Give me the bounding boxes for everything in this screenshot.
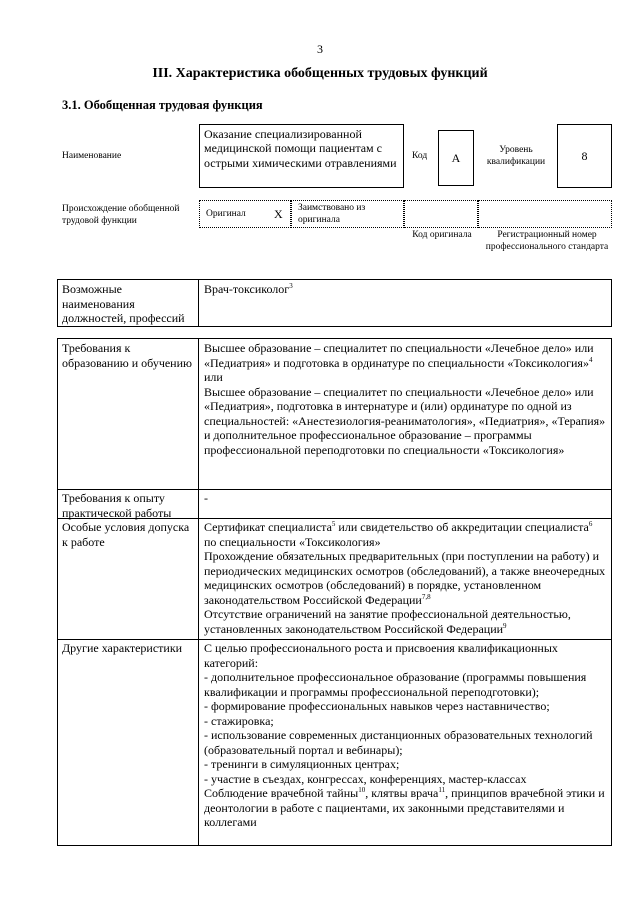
education-label: Требования к образованию и обучению xyxy=(62,341,192,370)
origin-label: Происхождение обобщенной трудовой функции xyxy=(62,204,180,226)
gtf-name-value: Оказание специализированной медицинской помощи пациентам с острыми химическими отравлениями xyxy=(199,124,404,188)
education-value: Высшее образование – специалитет по специальности «Лечебное дело» или «Педиатрия» и подготовка в ординатуре по специальности «Токсикология»$^4$ или Высшее образование – специалитет по специальности «Лечебное дело» или «Педиатрия», подготовка в интернатуре и (или) ординатуре по одной из специальностей: «Анестезиология-реаниматология», «Педиатрия», «Терапия» и дополнительное профессиональное образование – программы профессиональной переподготовки по специальности «Токсикология» xyxy=(204,341,606,457)
positions-label: Возможные наименования должностей, профессий xyxy=(62,282,185,325)
experience-label: Требования к опыту практической работы xyxy=(62,491,172,520)
positions-table xyxy=(57,279,612,327)
positions-value: Врач-токсиколог$^3$ xyxy=(204,282,293,296)
origin-original-mark: X xyxy=(274,207,283,221)
origin-reg-box xyxy=(478,200,612,228)
section-title: III. Характеристика обобщенных трудовых функций xyxy=(152,66,488,81)
origin-code-caption: Код оригинала xyxy=(412,230,472,240)
experience-value: - xyxy=(204,491,208,505)
special-value: Сертификат специалиста$^5$ или свидетельство об аккредитации специалиста$^6$ по специальности «Токсикология» Прохождение обязательных предварительных (при поступлении на работу) и периодических медицинских осмотров (обследований), а также внеочередных медицинских осмотров (обследований) в порядке, установленном законодательством Российской Федерации$^{7,8}$ Отсутствие ограничений на занятие профессиональной деятельностью, установленных законодательством Российской Федерации$^9$ xyxy=(204,520,606,636)
gtf-level-value: 8 xyxy=(557,124,612,188)
origin-code-box xyxy=(404,200,478,228)
gtf-name-label: Наименование xyxy=(62,151,122,161)
gtf-code-label: Код xyxy=(412,151,428,161)
other-label: Другие характеристики xyxy=(62,641,183,655)
origin-borrowed-label: Заимствовано из оригинала xyxy=(298,203,366,225)
gtf-code-value: А xyxy=(438,130,474,186)
other-value: С целью профессионального роста и присвоения квалификационных категорий: - дополнительное профессиональное образование (программы повышения квалификации и программы профессиональной переподготовки); - формирование профессиональных навыков через наставничество; - стажировка; - использование современных дистанционных образовательных технологий (образовательный портал и вебинары); - тренинги в симуляционных центрах; - участие в съездах, конгрессах, конференциях, мастер-классах Соблюдение врачебной тайны$^{10}$, клятвы врача$^{11}$, принципов врачебной этики и деонтологии в работе с пациентами, их законными представителями и коллегами xyxy=(204,641,605,829)
origin-reg-caption: Регистрационный номер профессионального стандарта xyxy=(485,230,609,252)
gtf-level-label: Уровень квалификации xyxy=(486,145,546,167)
page-number: 3 xyxy=(317,42,323,56)
origin-original-label: Оригинал xyxy=(206,209,246,219)
special-label: Особые условия допуска к работе xyxy=(62,520,190,549)
subsection-title: 3.1. Обобщенная трудовая функция xyxy=(62,98,263,112)
requirements-table xyxy=(57,338,612,846)
